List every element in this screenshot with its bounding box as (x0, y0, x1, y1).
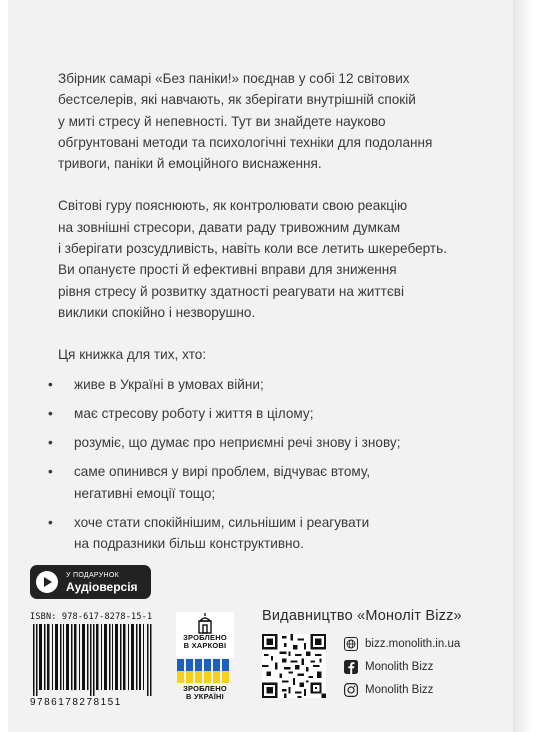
globe-icon (344, 637, 358, 651)
facebook-text: Monolith Bizz (365, 661, 434, 673)
qr-code-icon (262, 634, 326, 698)
audience-item: • живе в Україні в умовах війни; (58, 374, 478, 395)
barcode-number: 9786178278151 (30, 697, 122, 708)
kharkiv-label: ЗРОБЛЕНО В ХАРКОВІ (183, 633, 227, 650)
contact-facebook[interactable] (344, 659, 460, 675)
audio-version-badge (30, 565, 151, 599)
cover-edge-shadow (513, 0, 533, 732)
description-paragraph-2: Світові гуру пояснюють, як контролювати свою реакцію на зовнішні стресори, давати раду тривожним думкам і зберігати розсудливість, навіть коли все летить шкереберть. Ви опануєте прості й ефективні вправи для зниження рівня стресу й розвитку здатності реагувати на життєві виклики спокійно і незворушно. (58, 198, 447, 320)
description-paragraph-1: Збірник самарі «Без паніки!» поєднав у собі 12 світових бестселерів, які навчають, як зберігати внутрішній спокій у миті стресу й непевності. Тут ви знайдете науково обгрунтовані методи та психологічні техніки для подолання тривоги, паніки й емоційного виснаження. (58, 71, 433, 172)
audience-intro: Ця книжка для тих, хто: (58, 347, 207, 363)
ukraine-flag-icon (177, 659, 233, 683)
kharkiv-building-icon (193, 612, 217, 634)
description-block (58, 68, 478, 563)
instagram-icon (344, 683, 358, 697)
made-in-kharkiv-badge (176, 612, 234, 658)
facebook-icon (344, 660, 358, 674)
play-icon (36, 571, 58, 593)
publisher-name: Видавництво «Моноліт Bizz» (262, 608, 462, 624)
contact-instagram[interactable] (344, 682, 460, 698)
audience-item: • хоче стати спокійнішим, сильнішим і реагувати на подразники більш конструктивно. (58, 512, 478, 555)
instagram-text: Monolith Bizz (365, 684, 434, 696)
publisher-contacts (344, 636, 460, 705)
audience-item: • саме опинився у вирі проблем, відчуває втому, негативні емоції тощо; (58, 461, 478, 504)
made-in-ukraine-badge (176, 659, 234, 707)
isbn-label: ISBN: 978-617-8278-15-1 (30, 612, 153, 622)
contact-website[interactable] (344, 636, 460, 652)
audience-item: • розуміє, що думає про неприємні речі знову і знову; (58, 432, 478, 453)
ukraine-label: ЗРОБЛЕНО В УКРАЇНІ (183, 684, 227, 701)
audience-list (58, 374, 478, 555)
barcode-icon (33, 624, 153, 696)
audience-item: • має стресову роботу і життя в цілому; (58, 403, 478, 424)
audio-version-label: Аудіоверсія (66, 579, 138, 594)
website-text: bizz.monolith.in.ua (365, 638, 461, 650)
audio-gift-label: У ПОДАРУНОК (66, 571, 119, 579)
